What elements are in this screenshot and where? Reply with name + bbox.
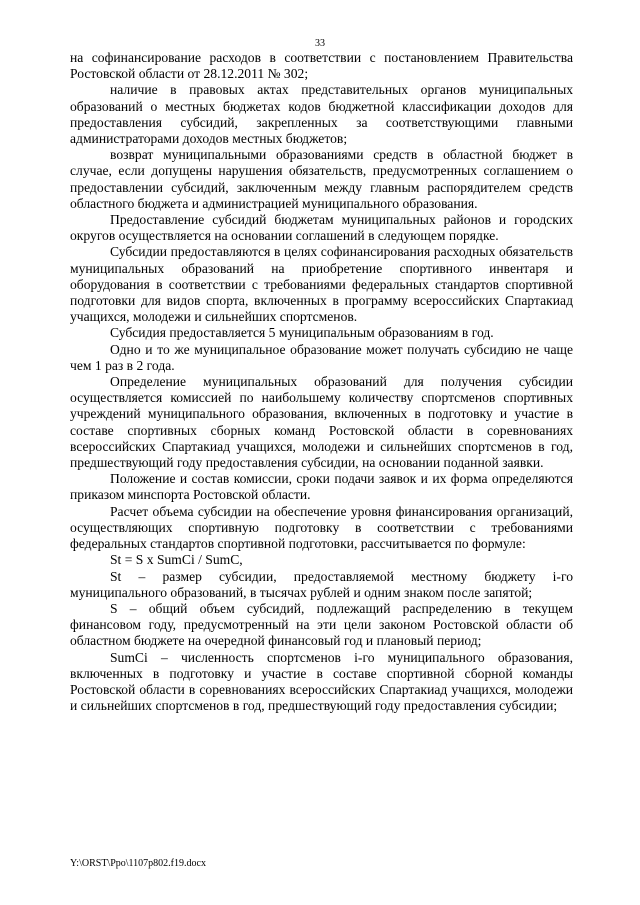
paragraph: Предоставление субсидий бюджетам муниципальных районов и городских округов осуществляется на основании соглашений в следующем порядке.	[70, 212, 573, 244]
paragraph: Определение муниципальных образований для получения субсидии осуществляется комиссией по наибольшему количеству спортсменов спортивных учреждений муниципального образования, включенных в подготовку и участие в составе спортивных сборных команд Ростовской области в соревнованиях всероссийских Спартакиад учащихся, молодежи и сильнейших спортсменов в год, предшествующий году предоставления субсидии, на основании поданной заявки.	[70, 374, 573, 471]
paragraph-continuation: на софинансирование расходов в соответствии с постановлением Правительства Ростовской области от 28.12.2011 № 302;	[70, 50, 573, 82]
definition-s: S – общий объем субсидий, подлежащий распределению в текущем финансовом году, предусмотренный на эти цели законом Ростовской области об областном бюджете на очередной финансовый год и плановый период;	[70, 600, 573, 649]
definition-sumci: SumCi – численность спортсменов i-го муниципального образования, включенных в подготовку и участие в составе спортивной сборной команды Ростовской области в соревнованиях всероссийских Спартакиад учащихся, молодежи и сильнейших спортсменов в год, предшествующий году предоставления субсидии;	[70, 649, 573, 714]
page-number: 33	[315, 38, 325, 49]
paragraph: Расчет объема субсидии на обеспечение уровня финансирования организаций, осуществляющих спортивную подготовку в соответствии с требованиями федеральных стандартов спортивной подготовки, рассчитывается по формуле:	[70, 503, 573, 552]
definition-st: St – размер субсидии, предоставляемой местному бюджету i-го муниципального образований, в тысячах рублей и одним знаком после запятой;	[70, 568, 573, 600]
paragraph: Положение и состав комиссии, сроки подачи заявок и их форма определяются приказом минспорта Ростовской области.	[70, 471, 573, 503]
paragraph: Субсидия предоставляется 5 муниципальным образованиям в год.	[110, 325, 494, 341]
document-body	[70, 50, 573, 714]
paragraph: Субсидии предоставляются в целях софинансирования расходных обязательств муниципальных образований на приобретение спортивного инвентаря и оборудования в соответствии с требованиями федеральных стандартов спортивной подготовки для видов спорта, включенных в программу всероссийских Спартакиад учащихся, молодежи и сильнейших спортсменов.	[70, 244, 573, 325]
paragraph: наличие в правовых актах представительных органов муниципальных образований о местных бюджетах кодов бюджетной классификации доходов для предоставления субсидий, закрепленных за соответствующими главными администраторами доходов местных бюджетов;	[70, 82, 573, 147]
footer-file-path: Y:\ORST\Ppo\1107p802.f19.docx	[70, 858, 206, 869]
paragraph: Одно и то же муниципальное образование может получать субсидию не чаще чем 1 раз в 2 года.	[70, 341, 573, 373]
paragraph: возврат муниципальными образованиями средств в областной бюджет в случае, если допущены нарушения обязательств, предусмотренных соглашением о предоставлении субсидий, заключенным между главным распорядителем средств областного бюджета и администрацией муниципального образования.	[70, 147, 573, 211]
formula: St = S x SumCi / SumC,	[110, 552, 243, 568]
